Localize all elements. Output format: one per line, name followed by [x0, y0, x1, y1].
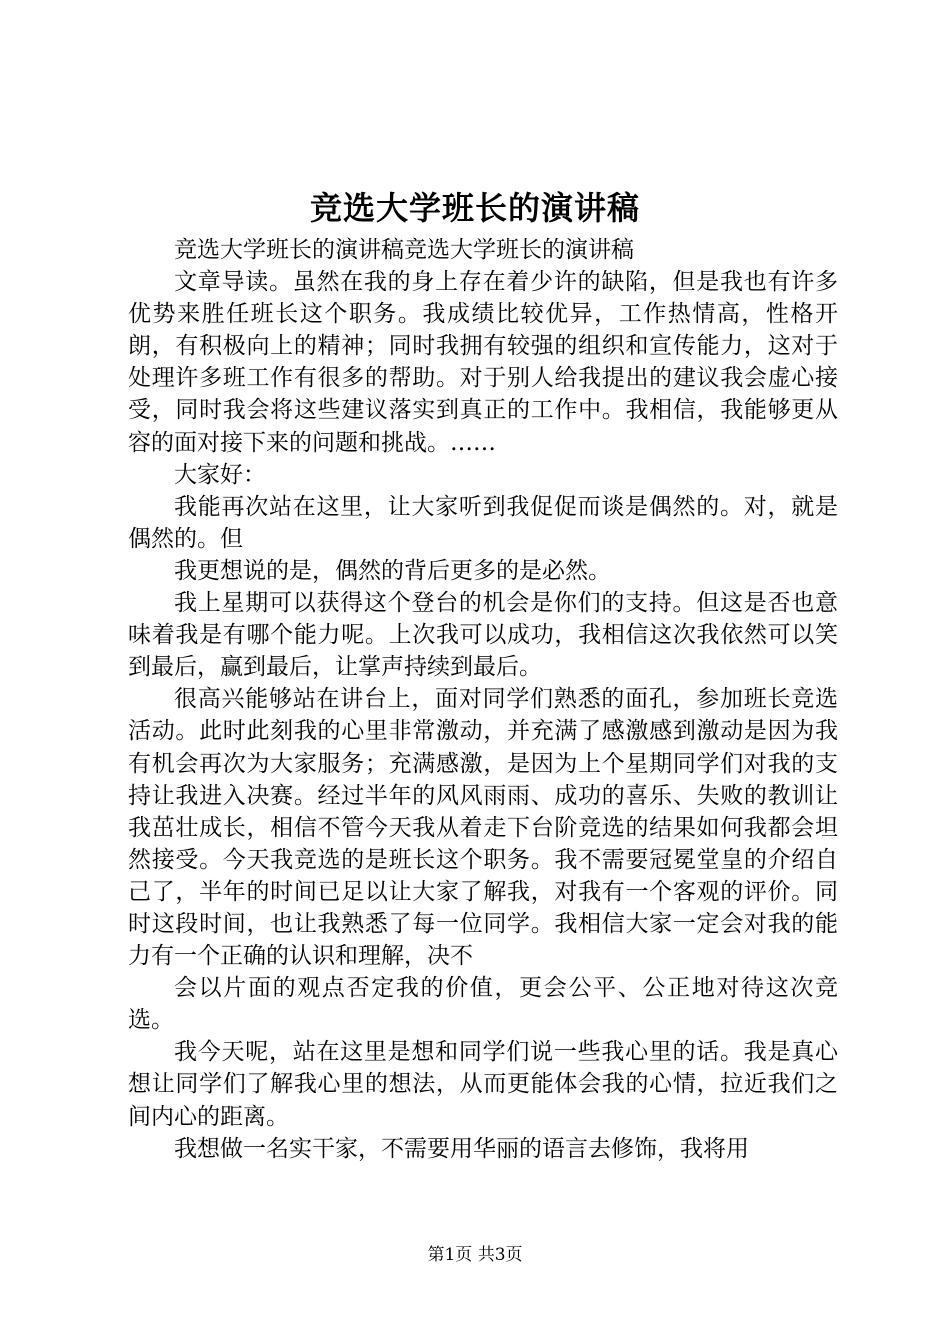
paragraph: 我今天呢，站在这里是想和同学们说一些我心里的话。我是真心想让同学们了解我心里的想法，从而更能体会我的心情，拉近我们之间内心的距离。	[128, 1039, 838, 1130]
paragraph: 大家好：	[174, 461, 266, 488]
document-body	[128, 234, 838, 1165]
paragraph: 我更想说的是，偶然的背后更多的是必然。	[174, 557, 611, 584]
page-footer: 第1页 共3页	[427, 1245, 523, 1265]
paragraph: 会以片面的观点否定我的价值，更会公平、公正地对待这次竞选。	[128, 975, 838, 1034]
paragraph: 我能再次站在这里，让大家听到我促促而谈是偶然的。对，就是偶然的。但	[128, 493, 838, 552]
paragraph: 竞选大学班长的演讲稿竞选大学班长的演讲稿	[174, 237, 634, 263]
paragraph: 我想做一名实干家，不需要用华丽的语言去修饰，我将用	[174, 1135, 749, 1162]
document-title: 竞选大学班长的演讲稿	[309, 189, 640, 227]
paragraph: 我上星期可以获得这个登台的机会是你们的支持。但这是否也意味着我是有哪个能力呢。上次我可以成功，我相信这次我依然可以笑到最后，赢到最后，让掌声持续到最后。	[128, 590, 838, 681]
paragraph: 很高兴能够站在讲台上，面对同学们熟悉的面孔，参加班长竞选活动。此时此刻我的心里非常激动，并充满了感激感到激动是因为我有机会再次为大家服务；充满感激，是因为上个星期同学们对我的支持让我进入决赛。经过半年的风风雨雨、成功的喜乐、失败的教训让我茁壮成长，相信不管今天我从着走下台阶竞选的结果如何我都会坦然接受。今天我竞选的是班长这个职务。我不需要冠冕堂皇的介绍自己了，半年的时间已足以让大家了解我，对我有一个客观的评价。同时这段时间，也让我熟悉了每一位同学。我相信大家一定会对我的能力有一个正确的认识和理解，决不	[128, 686, 838, 970]
paragraph: 文章导读。虽然在我的身上存在着少许的缺陷，但是我也有许多优势来胜任班长这个职务。我成绩比较优异，工作热情高，性格开朗，有积极向上的精神；同时我拥有较强的组织和宣传能力，这对于处理许多班工作有很多的帮助。对于别人给我提出的建议我会虚心接受，同时我会将这些建议落实到真正的工作中。我相信，我能够更从容的面对接下来的问题和挑战。……	[128, 269, 838, 456]
